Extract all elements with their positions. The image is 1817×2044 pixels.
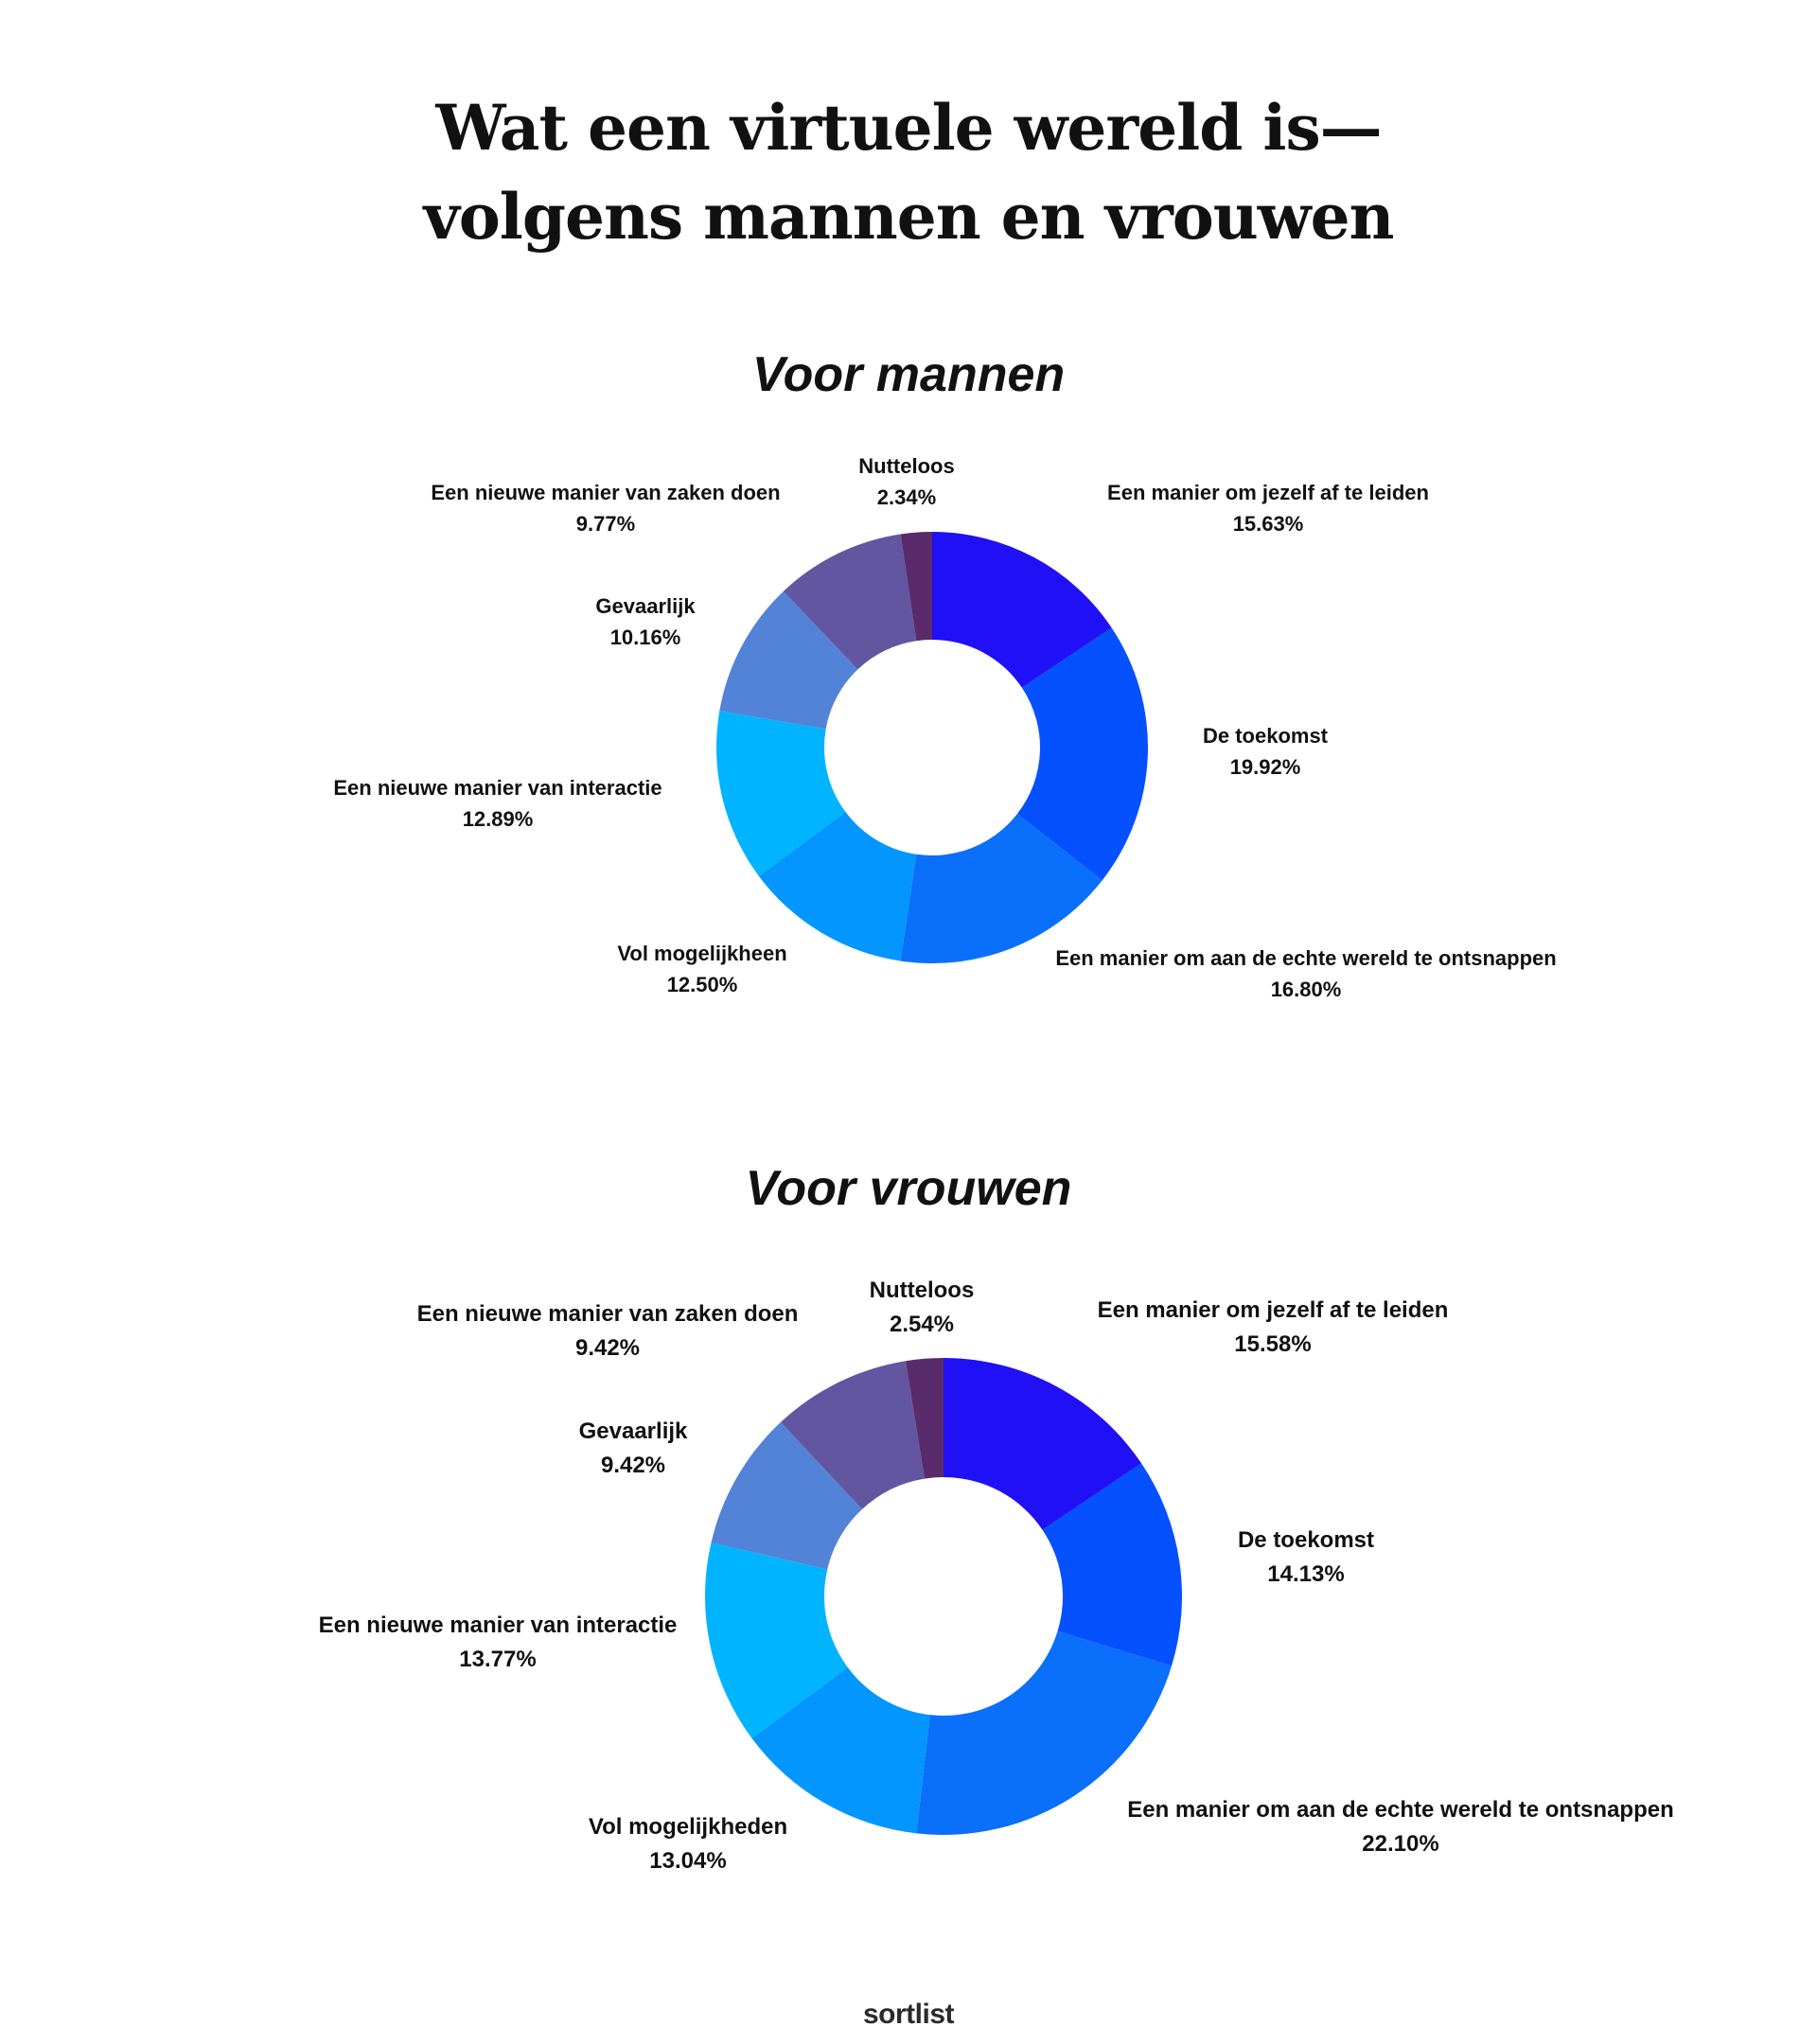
page-title-line-1: Wat een virtuele wereld is— bbox=[435, 91, 1382, 165]
slice-label-women-nutteloos: Nutteloos bbox=[869, 1278, 975, 1303]
slice-label-women-gevaarlijk: Gevaarlijk bbox=[578, 1418, 688, 1444]
slice-value-women-een-nieuwe-manier-van-zaken-doen: 9.42% bbox=[574, 1335, 641, 1361]
slice-label-men-een-nieuwe-manier-van-zaken-doen: Een nieuwe manier van zaken doen bbox=[431, 481, 781, 504]
slice-label-men-gevaarlijk: Gevaarlijk bbox=[595, 594, 696, 618]
slice-label-men-vol-mogelijkheen: Vol mogelijkheen bbox=[617, 942, 787, 965]
slice-value-men-een-manier-om-jezelf-af-te-leiden: 15.63% bbox=[1232, 512, 1304, 536]
slice-label-men-nutteloos: Nutteloos bbox=[858, 454, 955, 478]
page-title bbox=[0, 83, 1817, 261]
slice-value-men-gevaarlijk: 10.16% bbox=[609, 626, 681, 649]
slice-label-women-een-manier-om-jezelf-af-te-leiden: Een manier om jezelf af te leiden bbox=[1097, 1297, 1449, 1323]
slice-value-men-een-manier-om-aan-de-echte-wereld-te-ontsnappen: 16.80% bbox=[1270, 978, 1342, 1001]
donut-chart-men bbox=[0, 435, 1817, 1041]
chart-title-women: Voor vrouwen bbox=[745, 1161, 1072, 1216]
slice-label-men-een-manier-om-jezelf-af-te-leiden: Een manier om jezelf af te leiden bbox=[1107, 481, 1429, 504]
slice-value-women-de-toekomst: 14.13% bbox=[1267, 1561, 1345, 1587]
slice-label-women-een-nieuwe-manier-van-interactie: Een nieuwe manier van interactie bbox=[318, 1612, 678, 1638]
slice-label-women-een-manier-om-aan-de-echte-wereld-te-ontsnappen: Een manier om aan de echte wereld te ontsnappen bbox=[1127, 1797, 1674, 1823]
slice-label-women-de-toekomst: De toekomst bbox=[1237, 1527, 1375, 1553]
slice-label-men-de-toekomst: De toekomst bbox=[1202, 724, 1329, 748]
slice-value-women-gevaarlijk: 9.42% bbox=[600, 1453, 666, 1478]
slice-value-men-een-nieuwe-manier-van-interactie: 12.89% bbox=[462, 807, 534, 831]
page-title-line-2: volgens mannen en vrouwen bbox=[423, 180, 1394, 254]
slice-value-men-vol-mogelijkheen: 12.50% bbox=[666, 973, 738, 996]
brand-logo: sortlist bbox=[862, 1999, 955, 2030]
chart-title-men: Voor mannen bbox=[751, 347, 1066, 402]
slice-value-women-een-nieuwe-manier-van-interactie: 13.77% bbox=[459, 1647, 537, 1672]
slice-value-women-een-manier-om-jezelf-af-te-leiden: 15.58% bbox=[1234, 1331, 1312, 1357]
slice-value-women-nutteloos: 2.54% bbox=[889, 1312, 955, 1337]
slice-value-men-nutteloos: 2.34% bbox=[876, 485, 937, 509]
slice-label-men-een-nieuwe-manier-van-interactie: Een nieuwe manier van interactie bbox=[333, 776, 662, 800]
slice-label-women-vol-mogelijkheden: Vol mogelijkheden bbox=[588, 1814, 788, 1840]
donut-chart-women bbox=[0, 1259, 1817, 1902]
slice-value-women-een-manier-om-aan-de-echte-wereld-te-ontsnappen: 22.10% bbox=[1362, 1831, 1439, 1857]
slice-value-men-de-toekomst: 19.92% bbox=[1229, 755, 1301, 779]
slice-value-men-een-nieuwe-manier-van-zaken-doen: 9.77% bbox=[575, 512, 636, 536]
slice-label-women-een-nieuwe-manier-van-zaken-doen: Een nieuwe manier van zaken doen bbox=[416, 1301, 799, 1327]
slice-value-women-vol-mogelijkheden: 13.04% bbox=[649, 1848, 727, 1874]
slice-label-men-een-manier-om-aan-de-echte-wereld-te-ontsnappen: Een manier om aan de echte wereld te ontsnappen bbox=[1055, 946, 1557, 970]
